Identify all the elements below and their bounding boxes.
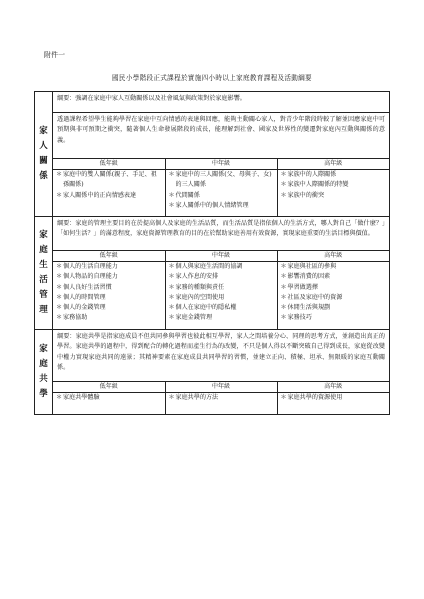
bullet-mark: ＊ (168, 314, 175, 322)
list-item (166, 201, 277, 211)
category-char: 關 (39, 156, 48, 166)
category-char: 庭 (39, 359, 48, 369)
bullet-mark: ＊ (56, 263, 63, 270)
bullet-mark: ＊ (280, 273, 287, 281)
item-text: 休閒生活與規劃 (287, 304, 331, 312)
bullet-mark: ＊ (56, 171, 63, 178)
list-item (166, 283, 277, 293)
section-body (53, 92, 390, 217)
list-item (278, 393, 390, 403)
list-item (166, 293, 277, 303)
item-text: 家庭中的三人關係(父、母與子、女)的三人關係 (175, 171, 272, 189)
bullet-mark: ＊ (280, 181, 287, 189)
bullet-mark: ＊ (280, 293, 287, 301)
bullet-mark: ＊ (168, 304, 175, 312)
bullet-mark: ＊ (168, 283, 175, 291)
category-char: 活 (39, 275, 48, 285)
item-text: 個人的金錢管理 (63, 304, 106, 312)
attachment-label: 附件一 (44, 51, 65, 59)
list-item (278, 272, 390, 282)
item-text: 家庭金錢管理 (175, 314, 213, 322)
grade-level-table (53, 158, 389, 216)
grade-header: 低年級 (53, 382, 165, 393)
list-item (166, 313, 277, 323)
grade-cell-low (53, 262, 165, 330)
category-char: 庭 (39, 245, 48, 255)
category-cell (35, 330, 53, 415)
grade-cell-mid (165, 262, 277, 330)
bullet-mark: ＊ (56, 283, 63, 291)
grade-cell-low (53, 393, 165, 415)
list-item (53, 393, 165, 403)
section-outline: 綱要：強調在家庭中家人互動關係以及社會風氣與政策對於家庭影響。 (57, 95, 246, 102)
grade-header: 低年級 (53, 159, 165, 170)
list-item (166, 272, 277, 282)
item-text: 家人關係中的正向情感表達 (63, 191, 137, 199)
bullet-mark: ＊ (280, 304, 287, 312)
item-text: 代間關係 (175, 191, 200, 199)
list-item (278, 180, 390, 190)
bullet-mark: ＊ (56, 314, 63, 322)
bullet-mark: ＊ (168, 263, 175, 270)
bullet-mark: ＊ (168, 191, 175, 199)
document-title: 國民小學階段正式課程於實施四小時以上家庭教育課程及活動綱要 (112, 74, 312, 82)
bullet-mark: ＊ (168, 201, 175, 209)
bullet-mark: ＊ (56, 273, 63, 281)
curriculum-table (34, 91, 390, 415)
item-text: 家庭共學的資源使用 (287, 394, 343, 401)
category-char: 係 (39, 171, 48, 181)
item-text: 影響消費的因素 (287, 273, 331, 281)
item-text: 家庭與社區的參與 (287, 263, 337, 270)
section-description: 透過課程希望學生能夠學習在家庭中互向情感的表達與回應，能夠主動關心家人，對青少年階段時較了解並因應家庭中可預期與非可預期之衝突，隨著個人生命發展階段的成長，能理解到社會、國家及世界性的變遷對家庭內互動與關係的意義。 (53, 112, 389, 158)
item-text: 個人在家庭中的隱私權 (175, 304, 237, 312)
item-text: 家務協助 (63, 314, 88, 322)
item-text: 家庭共學體驗 (63, 394, 100, 401)
bullet-mark: ＊ (56, 394, 63, 401)
category-char: 家 (39, 344, 48, 354)
item-text: 學習做選擇 (287, 283, 318, 291)
category-cell (35, 92, 53, 217)
section-outline: 綱要：家庭共學是指家庭成員不但共同參與學習也彼此相互學習，家人之間培養分心、同理的思考方式，並創造出真正的學習。家庭共學的過程中，得到配合的轉化過程而產生行為的改變，不只是個人得以不斷突破自己得到成長，家庭從改變中權力實現家庭共同的遠景；其精神要素在家庭成員共同學習的習慣，並建立正向、積極、坦承、無限暖的家庭互動關係。 (57, 333, 385, 372)
bullet-mark: ＊ (56, 191, 63, 199)
list-item (278, 262, 390, 272)
category-char: 管 (39, 290, 48, 300)
item-text: 家人作息的安排 (175, 273, 219, 281)
item-text: 個人的時間管理 (63, 293, 106, 301)
list-item (166, 393, 277, 403)
grade-header: 高年級 (277, 251, 389, 262)
grade-cell-high (277, 393, 389, 415)
bullet-mark: ＊ (280, 191, 287, 199)
bullet-mark: ＊ (168, 171, 175, 178)
grade-cell-low (53, 170, 165, 217)
category-cell (35, 217, 53, 330)
list-item (53, 191, 165, 201)
list-item (278, 191, 390, 201)
list-item (53, 283, 165, 293)
list-item (166, 191, 277, 201)
category-char: 生 (39, 260, 48, 270)
section-body (53, 217, 390, 330)
bullet-mark: ＊ (280, 394, 287, 401)
list-item (166, 262, 277, 272)
grade-header: 高年級 (277, 159, 389, 170)
bullet-mark: ＊ (280, 263, 287, 270)
bullet-mark: ＊ (168, 394, 175, 401)
item-text: 個人的生活自理能力 (63, 263, 118, 270)
grade-cell-mid (165, 170, 277, 217)
item-text: 家務技巧 (287, 314, 312, 322)
item-text: 家庭中的雙人關係(親子、手足、祖孫關係) (63, 171, 157, 189)
item-text: 個人良好生活習慣 (63, 283, 112, 291)
grade-cell-mid (165, 393, 277, 415)
grade-header: 中年級 (165, 159, 277, 170)
item-text: 家庭內的空間使用 (175, 293, 225, 301)
item-text: 家族中的衝突 (287, 191, 325, 199)
bullet-mark: ＊ (56, 293, 63, 301)
list-item (53, 170, 165, 191)
list-item (278, 293, 390, 303)
category-char: 人 (39, 141, 48, 151)
category-char: 理 (39, 305, 48, 315)
category-char: 共 (39, 374, 48, 384)
list-item (278, 283, 390, 293)
list-item (166, 303, 277, 313)
grade-level-table (53, 381, 389, 414)
grade-cell-high (277, 262, 389, 330)
grade-header: 高年級 (277, 382, 389, 393)
item-text: 家庭共學的方法 (175, 394, 219, 401)
bullet-mark: ＊ (168, 273, 175, 281)
list-item (53, 272, 165, 282)
section-outline: 綱要：家庭的管理主要目的在於提高個人及家庭的生活品質，而生活品質是指依個人的生活方式，哪人對自己「做什麼？」「如何生活？」的滿意程度，家庭資源管理教育的目的在於幫助家庭善用有效資源，實現家庭重要的生活目標與價值。 (57, 220, 385, 238)
grade-header: 低年級 (53, 251, 165, 262)
grade-header: 中年級 (165, 382, 277, 393)
item-text: 家族中人際關係的特變 (287, 181, 349, 189)
bullet-mark: ＊ (280, 283, 287, 291)
list-item (53, 293, 165, 303)
list-item (278, 170, 390, 180)
category-char: 學 (39, 389, 48, 399)
grade-cell-high (277, 170, 389, 217)
category-char: 家 (39, 230, 48, 240)
bullet-mark: ＊ (280, 171, 287, 178)
list-item (278, 313, 390, 323)
list-item (53, 262, 165, 272)
list-item (53, 313, 165, 323)
grade-header: 中年級 (165, 251, 277, 262)
bullet-mark: ＊ (168, 293, 175, 301)
item-text: 家務的種類與責任 (175, 283, 225, 291)
item-text: 家族中的人際關係 (287, 171, 337, 178)
section-body (53, 330, 390, 415)
bullet-mark: ＊ (56, 304, 63, 312)
item-text: 家人關係中的個人情緒管理 (175, 201, 249, 209)
item-text: 個人與家庭生活間的協調 (175, 263, 243, 270)
item-text: 社區及家庭中的資源 (287, 293, 343, 301)
item-text: 個人物品的自理能力 (63, 273, 118, 281)
bullet-mark: ＊ (280, 314, 287, 322)
list-item (53, 303, 165, 313)
grade-level-table (53, 250, 389, 329)
category-char: 家 (39, 126, 48, 136)
list-item (166, 170, 277, 191)
list-item (278, 303, 390, 313)
